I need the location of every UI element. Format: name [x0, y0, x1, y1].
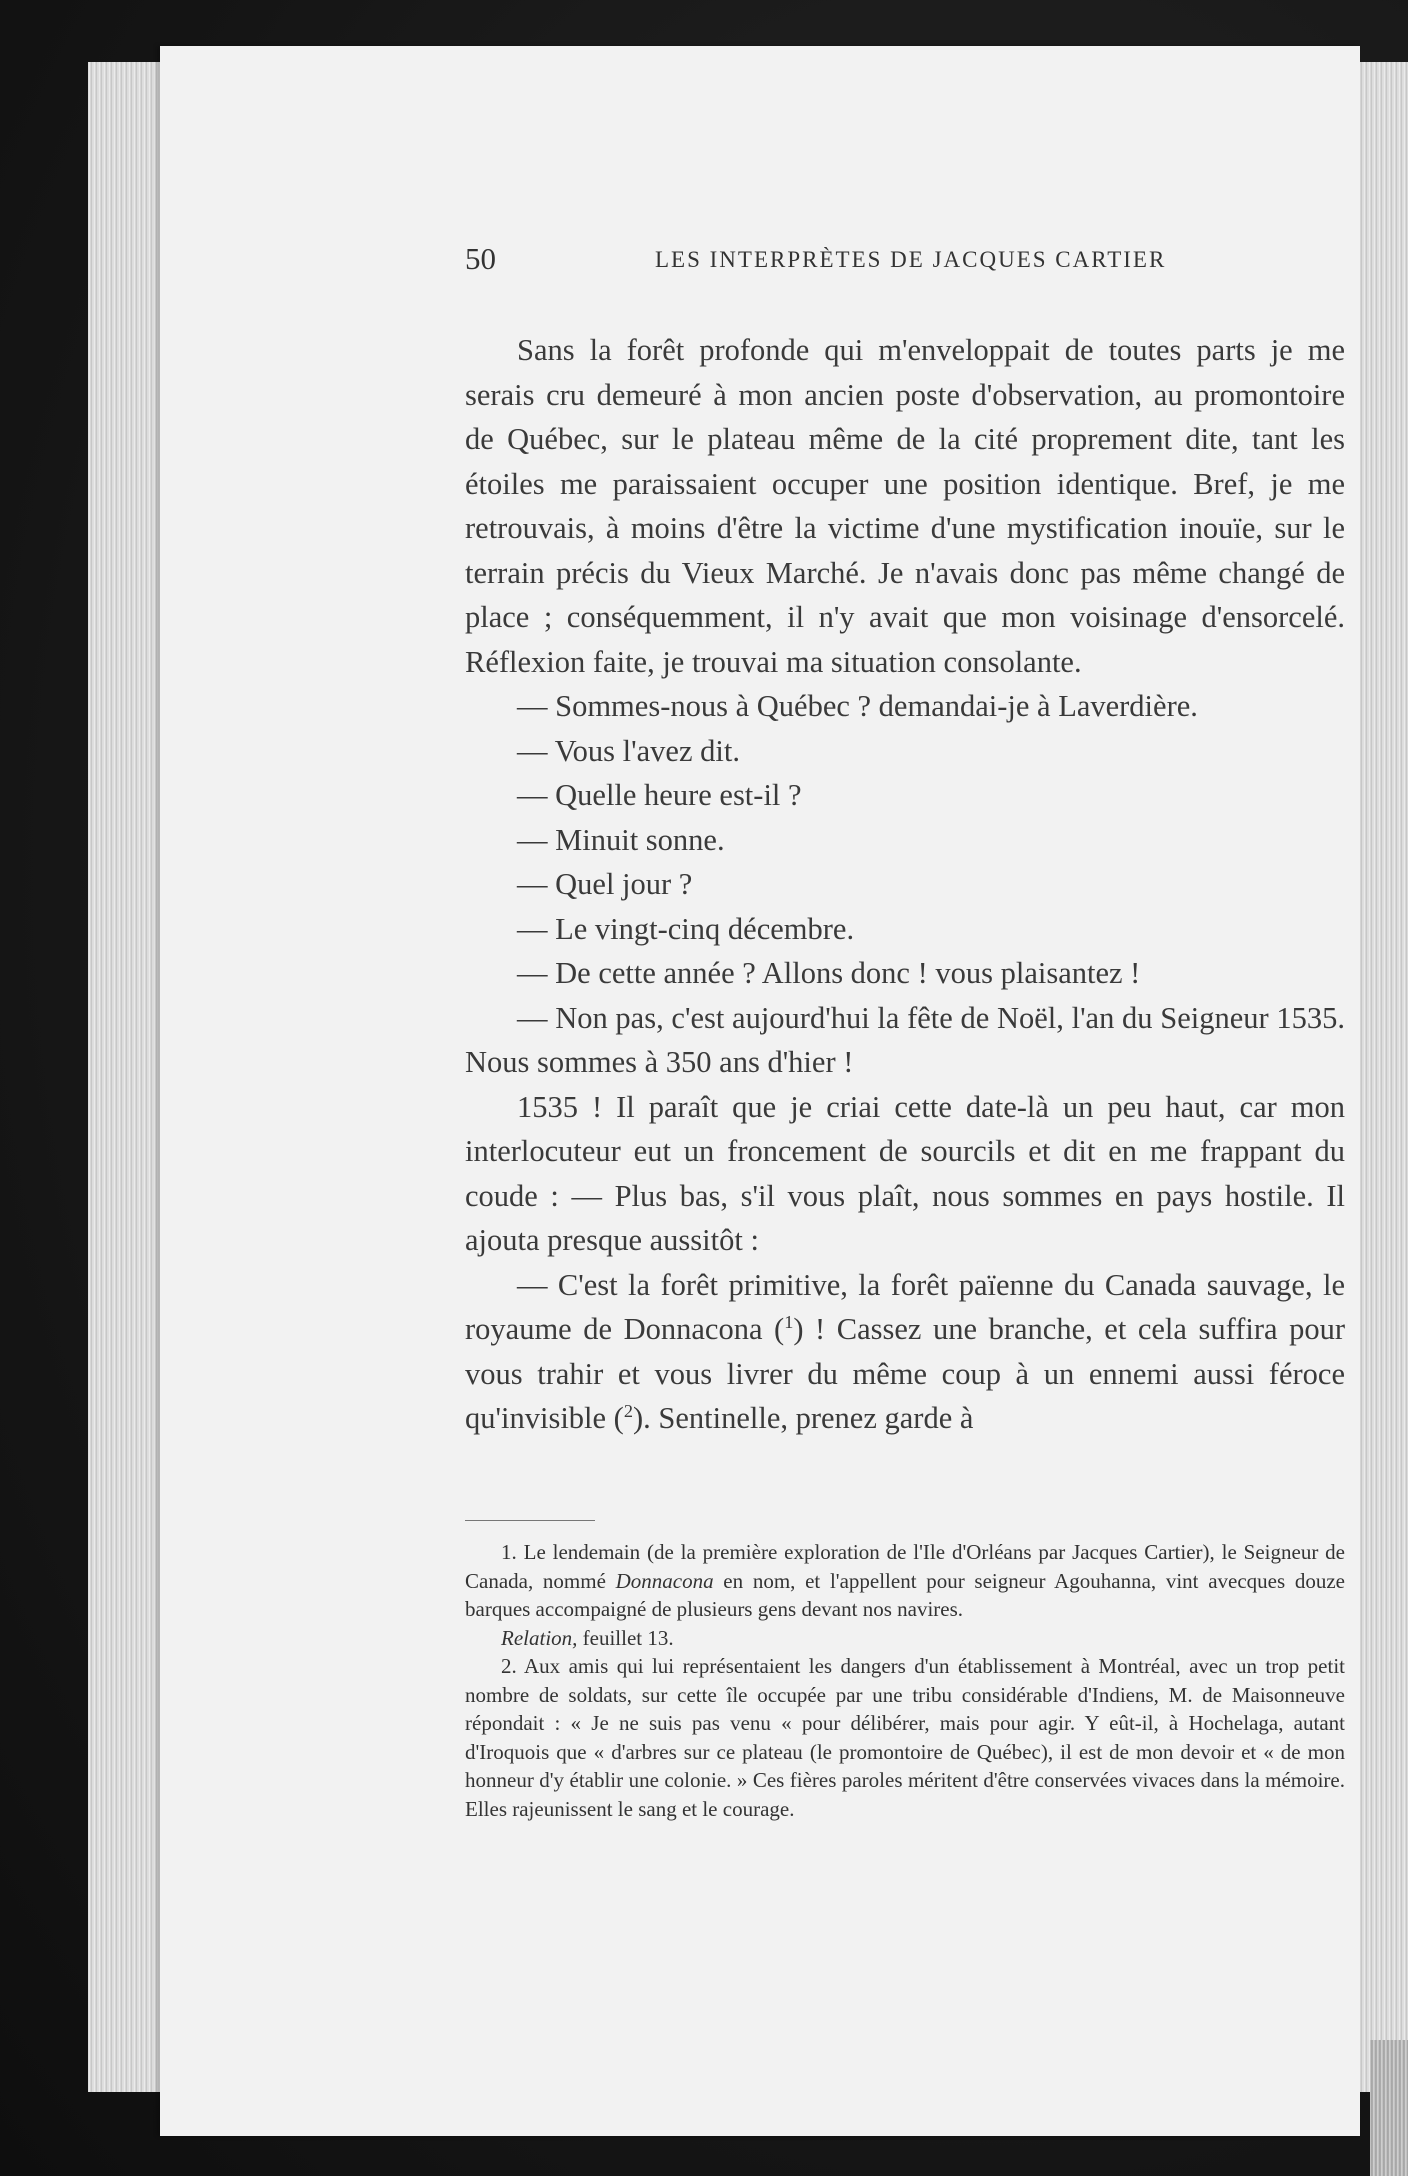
footnotes	[465, 1538, 1345, 1823]
dialogue-line-8: — Non pas, c'est aujourd'hui la fête de Noël, l'an du Seigneur 1535. Nous sommes à 350 ans d'hier !	[465, 1000, 1345, 1079]
dialogue-line-6: — Le vingt-cinq décembre.	[517, 911, 855, 946]
running-head-title: LES INTERPRÈTES DE JACQUES CARTIER	[655, 247, 1167, 272]
dialogue-line-2: — Vous l'avez dit.	[517, 733, 740, 768]
paragraph-1: Sans la forêt profonde qui m'enveloppait de toutes parts je me serais cru demeuré à mon ancien poste d'observation, au promontoire de Québec, sur le plateau même de la cité proprement dite, tant les étoiles me paraissaient occuper une position identique. Bref, je me retrouvais, à moins d'être la victime d'une mystification inouïe, sur le terrain précis du Vieux Marché. Je n'avais donc pas même changé de place ; conséquemment, il n'y avait que mon voisinage d'ensorcelé. Réflexion faite, je trouvai ma situation consolante.	[465, 333, 1345, 679]
footnote-1	[465, 1538, 1345, 1624]
footnote-2: 2. Aux amis qui lui représentaient les dangers d'un établissement à Montréal, avec un trop petit nombre de soldats, sur cette île occupée par une tribu considérable d'Indiens, M. de Maisonneuve répondait : « Je ne suis pas venu « pour délibérer, mais pour agir. Y eût-il, à Hochelaga, autant d'Iroquois que « d'arbres sur ce plateau (le promontoire de Québec), il est de mon devoir et « de mon honneur d'y établir une colonie. » Ces fières paroles méritent d'être conservées vivaces dans la mémoire. Elles rajeunissent le sang et le courage.	[465, 1654, 1345, 1821]
paragraph-3	[465, 1263, 1345, 1441]
page-edges-bottom-right	[1370, 2040, 1408, 2176]
dialogue-line-5: — Quel jour ?	[517, 867, 693, 901]
footnote-1-citation-title: Relation,	[501, 1625, 578, 1650]
dialogue-line-1: — Sommes-nous à Québec ? demandai-je à Laverdière.	[517, 689, 1198, 723]
footnote-1-citation-rest: feuillet 13.	[577, 1625, 674, 1650]
book-page	[160, 46, 1360, 2136]
footnote-ref-2: 2	[623, 1400, 633, 1421]
paragraph-3-part-c: ). Sentinelle, prenez garde à	[632, 1401, 974, 1435]
running-head	[465, 241, 1345, 291]
body-text	[465, 328, 1345, 1441]
footnote-1-part-b: en nom, et l'appellent pour seigneur Agouhanna, vint avecques douze barques accompaigné de plusieurs gens devant nos navires.	[465, 1568, 1345, 1621]
footnote-ref-1: 1	[784, 1311, 794, 1332]
footnote-1-citation	[465, 1624, 1345, 1653]
dialogue-line-3: — Quelle heure est-il ?	[517, 778, 802, 812]
dialogue-line-7: — De cette année ? Allons donc ! vous plaisantez !	[517, 956, 1141, 990]
paragraph-2: 1535 ! Il paraît que je criai cette date-là un peu haut, car mon interlocuteur eut un froncement de sourcils et dit en me frappant du coude : — Plus bas, s'il vous plaît, nous sommes en pays hostile. Il ajouta presque aussitôt :	[465, 1089, 1345, 1257]
footnote-1-name: Donnacona	[615, 1568, 714, 1593]
page-number: 50	[465, 241, 496, 276]
footnote-1-part-a: 1. Le lendemain (de la première exploration de l'Ile d'Orléans par Jacques Cartier), le Seigneur de Canada, nommé	[465, 1540, 1345, 1593]
paragraph-3-part-b: ) ! Cassez une branche, et cela suffira pour vous trahir et vous livrer du même coup à un ennemi aussi féroce qu'invisible (	[465, 1312, 1345, 1435]
dialogue-line-4: — Minuit sonne.	[517, 822, 725, 857]
footnote-divider	[465, 1520, 595, 1521]
paragraph-3-part-a: — C'est la forêt primitive, la forêt païenne du Canada sauvage, le royaume de Donnacona (	[465, 1267, 1345, 1346]
